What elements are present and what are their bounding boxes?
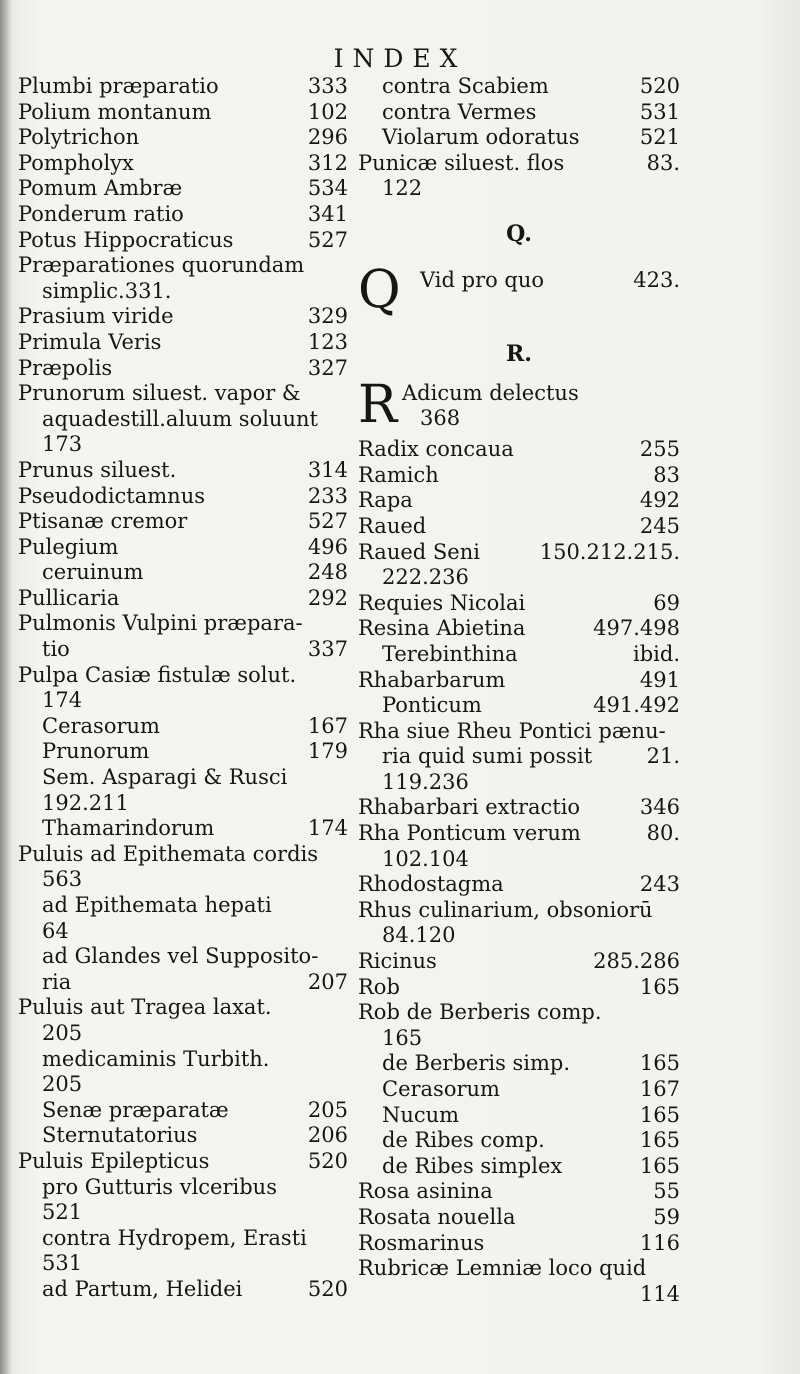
index-entry: 521 xyxy=(42,1200,83,1225)
page-header: INDEX xyxy=(333,44,467,73)
index-entry: Rubricæ Lemniæ loco quid xyxy=(358,1256,647,1281)
index-entry: Præpolis 327 xyxy=(18,355,348,380)
index-entry: Polytrichon 296 xyxy=(18,125,348,150)
index-entry: Rhodostagma 243 xyxy=(358,872,680,897)
index-entry: 102.104 xyxy=(382,846,469,871)
index-entry: Prasium viride 329 xyxy=(18,304,348,329)
index-entry: Rosata nouella 59 xyxy=(358,1204,680,1229)
index-entry: 563 xyxy=(42,867,83,892)
index-entry: Violarum odoratus 521 xyxy=(382,125,680,150)
index-entry: Polium montanum 102 xyxy=(18,99,348,124)
index-entry: Prunus siluest. 314 xyxy=(18,457,348,482)
index-entry: 174 xyxy=(42,688,83,713)
index-entry: Requies Nicolai 69 xyxy=(358,590,680,615)
section-r-entry xyxy=(358,375,680,437)
section-q-text: Vid pro quo xyxy=(420,267,545,292)
index-entry: Prunorum 179 xyxy=(42,739,348,764)
index-entry: Pompholyx 312 xyxy=(18,150,348,175)
spacer xyxy=(358,248,680,264)
index-entry: Cerasorum 167 xyxy=(382,1077,680,1101)
index-entry: Punicæ siluest. flos 83. xyxy=(358,150,680,175)
index-entry: Præparationes quorundam xyxy=(18,253,305,278)
index-entry: Cerasorum 167 xyxy=(42,713,348,738)
index-entry: Rob 165 xyxy=(358,974,680,999)
index-entry: de Berberis simp. 165 xyxy=(382,1051,680,1076)
section-heading-q: Q. xyxy=(506,220,532,247)
index-entry: contra Vermes 531 xyxy=(382,99,680,124)
index-entry: 84.120 xyxy=(382,923,456,948)
index-entry: Raued Seni 150.212.215. xyxy=(358,539,680,564)
index-entry: ad Partum, Helidei 520 xyxy=(42,1276,348,1301)
index-entry: Pulmonis Vulpini præpara- xyxy=(18,611,303,636)
spacer xyxy=(358,367,680,379)
index-entry: ria quid sumi possit 21. xyxy=(382,744,680,769)
index-entry: ria 207 xyxy=(42,969,348,994)
index-entry: ad Glandes vel Supposito- xyxy=(42,944,319,969)
index-entry: Rosa asinina 55 xyxy=(358,1179,680,1204)
index-entry: 205 xyxy=(42,1072,83,1097)
index-entry: contra Hydropem, Erasti xyxy=(42,1225,307,1250)
index-entry: 173 xyxy=(42,432,83,457)
index-entry: Potus Hippocraticus 527 xyxy=(18,227,348,252)
index-entry: 114 xyxy=(639,1281,680,1306)
section-q-page: 423. xyxy=(633,267,680,292)
index-entry: Pulegium 496 xyxy=(18,534,348,559)
index-entry: Rha siue Rheu Pontici pænu- xyxy=(358,718,666,743)
index-entry: tio 337 xyxy=(42,637,348,662)
index-entry: Raued 245 xyxy=(358,513,680,538)
index-entry: Rosmarinus 116 xyxy=(358,1230,680,1255)
index-entry: 119.236 xyxy=(382,769,469,794)
spacer xyxy=(358,324,680,342)
index-entry: Nucum 165 xyxy=(382,1102,680,1127)
dropcap-r: R xyxy=(358,375,398,436)
index-entry: pro Gutturis vlceribus xyxy=(42,1174,277,1199)
index-entry: 531 xyxy=(42,1251,83,1276)
section-r-text: Adicum delectus xyxy=(402,381,579,406)
index-entry: Rapa 492 xyxy=(358,488,680,513)
index-entry: 122 xyxy=(382,176,423,201)
index-entry: Sem. Asparagi & Rusci xyxy=(42,765,288,790)
index-entry: medicaminis Turbith. xyxy=(42,1046,270,1071)
section-r-text2: 368 xyxy=(420,406,461,431)
dropcap-q: Q xyxy=(358,259,401,320)
right-column xyxy=(358,74,680,1307)
index-entry: ceruinum 248 xyxy=(42,560,348,585)
index-entry: Puluis ad Epithemata cordis xyxy=(18,841,319,866)
index-entry: Thamarindorum 174 xyxy=(42,816,348,841)
index-entry: Ptisanæ cremor 527 xyxy=(18,509,348,534)
index-entry: Terebinthina ibid. xyxy=(382,641,680,666)
index-entry: Puluis Epilepticus 520 xyxy=(18,1148,348,1173)
index-entry: ad Epithemata hepati xyxy=(42,893,272,917)
index-entry: 64 xyxy=(42,918,69,943)
index-entry: Prunorum siluest. vapor & xyxy=(18,381,301,406)
index-entry: contra Scabiem 520 xyxy=(382,74,680,98)
index-entry: 205 xyxy=(42,1020,83,1045)
index-entry: Rhus culinarium, obsoniorū xyxy=(358,897,653,922)
index-entry: 192.211 xyxy=(42,790,129,815)
index-entry: Primula Veris 123 xyxy=(18,329,348,354)
index-entry: Puluis aut Tragea laxat. xyxy=(18,995,272,1020)
index-entry: Ramich 83 xyxy=(358,462,680,487)
index-entry: Senæ præparatæ 205 xyxy=(42,1097,348,1122)
index-entry: simplic.331. xyxy=(42,278,172,303)
index-entry: 165 xyxy=(382,1025,423,1050)
index-entry: Rhabarbari extractio 346 xyxy=(358,795,680,820)
section-heading-r: R. xyxy=(506,340,532,367)
index-entry: de Ribes simplex 165 xyxy=(382,1153,680,1178)
index-entry: Rha Ponticum verum 80. xyxy=(358,821,680,846)
index-entry: Resina Abietina 497.498 xyxy=(358,616,680,641)
left-column xyxy=(18,74,348,1303)
index-entry: Rhabarbarum 491 xyxy=(358,667,680,692)
index-entry: aquadestill.aluum soluunt xyxy=(42,406,318,431)
index-entry: Ricinus 285.286 xyxy=(358,949,680,974)
section-q-entry xyxy=(358,259,680,324)
index-entry: Rob de Berberis comp. xyxy=(358,1000,602,1025)
index-entry: Ponticum 491.492 xyxy=(382,693,680,718)
index-entry: Pseudodictamnus 233 xyxy=(18,483,348,508)
index-entry: Pulpa Casiæ fistulæ solut. xyxy=(18,662,297,687)
index-entry: Pullicaria 292 xyxy=(18,585,348,610)
page-edge-shadow xyxy=(0,0,12,1374)
index-entry: Radix concaua 255 xyxy=(358,437,680,462)
spacer xyxy=(358,202,680,222)
index-entry: 222.236 xyxy=(382,565,469,590)
index-entry: Ponderum ratio 341 xyxy=(18,201,348,226)
index-entry: de Ribes comp. 165 xyxy=(382,1128,680,1153)
index-entry: Plumbi præparatio 333 xyxy=(18,74,348,98)
index-entry: Sternutatorius 206 xyxy=(42,1123,348,1148)
index-entry: Pomum Ambræ 534 xyxy=(18,176,348,201)
